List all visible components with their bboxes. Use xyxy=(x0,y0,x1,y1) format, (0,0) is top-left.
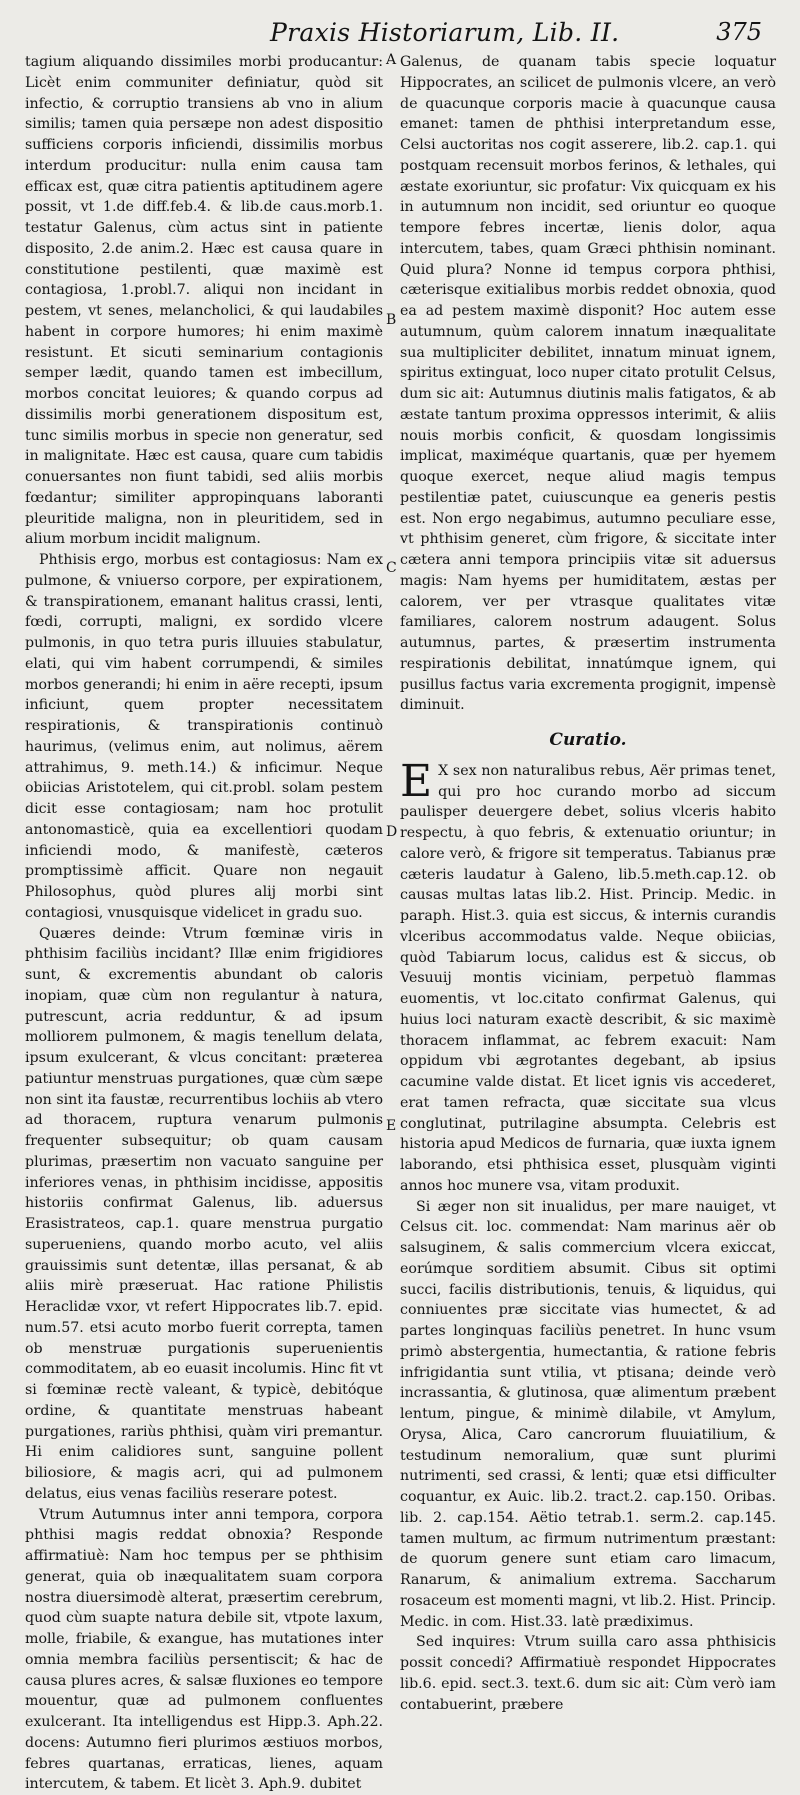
margin-letter-c: C xyxy=(386,560,397,576)
drop-cap: E xyxy=(400,763,432,801)
left-paragraph-4: Vtrum Autumnus inter anni tempora, corpora phthisi magis reddat obnoxia? Responde affirmatiuè: Nam hoc tempus per se phthisim generat, quia ob inæqualitatem suam corpora nostra diuersimodè alterat, præsertim cerebrum, quod cùm suapte natura debile sit, vtpote laxum, molle, friabile, & exangue, has mutationes inter omnia membra faciliùs persentiscit; & hac de causa plures acres, & salsæ fluxiones eo tempore mouentur, quæ ad pulmonem confluentes exulcerant. Ita intelligendus est Hipp.3. Aph.22. docens: Autumno fieri plurimos æstiuos morbos, febres quartanas, erraticas, lienes, aquam intercutem, & tabem. Et licèt 3. Aph.9. dubitet xyxy=(25,1505,383,1795)
page-number: 375 xyxy=(716,18,762,46)
left-column xyxy=(25,52,383,1795)
right-paragraph-2-text: X sex non naturalibus rebus, Aër primas tenet, qui pro hoc curando morbo ad siccum paulisper deuergere debet, solius vlceris habito respectu, à quo febris, & extenuatio oriuntur; in calore verò, & frigore sit temperatus. Tabianus præ cæteris laudatur à Galeno, lib.5.meth.cap.12. ob causas multas latas lib.2. Hist. Princip. Medic. in paraph. Hist.3. quia est siccus, & internis curandis vlceribus accommodatus valde. Neque obiicias, quòd Tabiarum locus, calidus est & siccus, ob Vesuuij montis viciniam, perpetuò flammas euomentis, vt loc.citato confirmat Galenus, qui huius loci naturam exactè describit, & sic maximè thoracem inflammat, ac febrem exacuit: Nam oppidum vbi ægrotantes degebant, ab ipsius cacumine valde distat. Et licet ignis vis accederet, erat tamen refracta, quæ siccitate sua vlcus conglutinat, putrilagine absumpta. Celebris est historia apud Medicos de furnaria, quæ iuxta ignem laborando, etsi phthisica esset, plusquàm viginti annos hoc munere vsa, vitam produxit. xyxy=(400,763,776,1194)
margin-letter-a: A xyxy=(386,52,396,68)
right-paragraph-2 xyxy=(400,761,776,1197)
left-paragraph-2: Phthisis ergo, morbus est contagiosus: Nam ex pulmone, & vniuerso corpore, per expirationem, & transpirationem, emanant halitus crassi, lenti, fœdi, corrupti, maligni, ex sordido vlcere pulmonis, in quo tetra puris illuuies stabulatur, elati, qui vim habent corrumpendi, & similes morbos generandi; hi enim in aëre recepti, ipsum inficiunt, quem propter necessitatem respirationis, & transpirationis continuò haurimus, (velimus enim, aut nolimus, aërem attrahimus, 9. meth.14.) & inficimur. Neque obiicias Aristotelem, qui cit.probl. solam pestem dicit esse contagiosam; nam hoc protulit antonomasticè, quia ea excellentiori quodam inficiendi modo, & manifestè, cæteros promptissimè afficit. Quare non negauit Philosophus, quòd plures alij morbi sint contagiosi, vnusquisque videlicet in gradu suo. xyxy=(25,550,383,924)
right-paragraph-3: Si æger non sit inualidus, per mare nauiget, vt Celsus cit. loc. commendat: Nam marinus aër ob salsuginem, & salis commercium vlcera exiccat, eorúmque sorditiem absumit. Cibus sit optimi succi, facilis distributionis, tenuis, & liquidus, qui conniuentes præ siccitate vias humectet, & ad partes longinquas faciliùs penetret. In hunc vsum primò abstergentia, humectantia, & ratione febris infrigidantia sunt vtilia, vt ptisana; deinde verò incrassantia, & glutinosa, quæ alimentum præbent lentum, pingue, & minimè dilabile, vt Amylum, Orysa, Alica, Caro cancrorum fluuiatilium, & testudinum nemoralium, quæ sunt plurimi nutrimenti, sed crassi, & lenti; quæ etsi difficulter coquantur, ex Auic. lib.2. tract.2. cap.150. Oribas. lib. 2. cap.154. Aëtio tetrab.1. serm.2. cap.145. tamen multum, ac firmum nutrimentum præstant: de quorum genere sunt etiam caro limacum, Ranarum, & animalium extrema. Saccharum rosaceum est momenti magni, vt lib.2. Hist. Princip. Medic. in com. Hist.33. latè prædiximus. xyxy=(400,1197,776,1633)
margin-letter-e: E xyxy=(386,1118,396,1134)
right-paragraph-1: Galenus, de quanam tabis specie loquatur Hippocrates, an scilicet de pulmonis vlcere, an verò de quacunque corporis macie à quacunque causa emanet: tamen de phthisi interpretandum esse, Celsi auctoritas nos cogit asserere, lib.2. cap.1. qui postquam recensuit morbos ferinos, & lethales, qui æstate exoriuntur, sic profatur: Vix quicquam ex his in autumnum non incidit, sed oriuntur eo quoque tempore febres incertæ, lienis dolor, aqua intercutem, tabes, quam Græci phthisin nominant. Quid plura? Nonne id tempus corpora phthisi, cæterisque exitialibus morbis reddet obnoxia, quod ea ad pestem maximè disponit? Hoc autem esse autumnum, quùm calorem innatum inæqualitate sua multipliciter debilitet, innatum minuat ignem, spiritus extinguat, loco nuper citato protulit Celsus, dum sic ait: Autumnus diutinis malis fatigatos, & ab æstate tantum proxima oppressos interimit, & aliis nouis morbis conficit, & quosdam longissimis implicat, maximéque quartanis, quæ per hyemem quoque exercet, neque aliud magis tempus pestilentiæ patet, cuiuscunque ea generis pestis est. Non ergo negabimus, autumno peculiare esse, vt phthisim generet, cùm frigore, & siccitate inter cætera anni tempora principiis vitæ sit aduersus magis: Nam hyems per humiditatem, æstas per calorem, ver per vtrasque qualitates vitæ familiares, calorem nostrum adaugent. Solus autumnus, partes, & præsertim instrumenta respirationis debilitat, innatúmque ignem, qui pusillus factus varia excrementa progignit, impensè diminuit. xyxy=(400,52,776,716)
margin-letter-d: D xyxy=(386,824,397,840)
left-paragraph-1: tagium aliquando dissimiles morbi producantur: Licèt enim communiter definiatur, quòd sit infectio, & corruptio transiens ab vno in alium similis; tamen quia persæpe non adest dispositio sufficiens corporis inficiendi, dissimilis morbus interdum producitur: nulla enim causa tam efficax est, quæ citra patientis aptitudinem agere possit, vt 1.de diff.feb.4. & lib.de caus.morb.1. testatur Galenus, cùm actus sint in patiente disposito, 2.de anim.2. Hæc est causa quare in constitutione pestilenti, quæ maximè est contagiosa, 1.probl.7. aliqui non incidant in pestem, vt senes, melancholici, & qui laudabiles habent in corpore humores; hi enim maximè resistunt. Et sicuti seminarium contagionis semper lædit, quando tamen est imbecillum, morbos concitat leuiores; & quando corpus ad dissimilis morbi generationem dispositum est, tunc similis morbus in specie non generatur, sed in malignitate. Hæc est causa, quare cum tabidis conuersantes non fiunt tabidi, sed aliis morbis fœdantur; similiter appropinquans laboranti pleuritide maligna, non in pleuritidem, sed in alium morbum incidit malignum. xyxy=(25,52,383,550)
left-paragraph-3: Quæres deinde: Vtrum fœminæ viris in phthisim faciliùs incidant? Illæ enim frigidiores sunt, & excrementis abundant ob caloris inopiam, quæ cùm non regulantur à natura, putrescunt, acria redduntur, & ad ipsum molliorem pulmonem, & magis tenellum delata, ipsum exulcerant, & vlcus concitant: præterea patiuntur menstruas purgationes, quæ cùm sæpe non sint ita faustæ, recurrentibus lochiis ab vtero ad thoracem, ruptura venarum pulmonis frequenter subsequitur; ob quam causam plurimas, præsertim non vacuato sanguine per inferiores venas, in phthisim incidisse, appositis historiis confirmat Galenus, lib. aduersus Erasistrateos, cap.1. quare menstrua purgatio superueniens, quando morbo acuto, vel aliis grauissimis sunt detentæ, illas persanat, & ab aliis mirè præseruat. Hac ratione Philistis Heraclidæ vxor, vt refert Hippocrates lib.7. epid. num.57. etsi acuto morbo fuerit correpta, tamen ob menstruæ purgationis superuenientis commoditatem, ab eo euasit incolumis. Hinc fit vt si fœminæ rectè valeant, & typicè, debitóque ordine, & quantitate menstruas habeant purgationes, rariùs phthisi, quàm viri premantur. Hi enim calidiores sunt, sanguine pollent biliosiore, & magis acri, qui ad pulmonem delatus, eius venas faciliùs reserare potest. xyxy=(25,924,383,1505)
margin-letter-b: B xyxy=(386,312,396,328)
right-paragraph-4: Sed inquires: Vtrum suilla caro assa phthisicis possit concedi? Affirmatiuè respondet Hippocrates lib.6. epid. sect.3. text.6. dum sic ait: Cùm verò iam contabuerint, præbere xyxy=(400,1632,776,1715)
running-head xyxy=(0,14,800,50)
running-title: Praxis Historiarum, Lib. II. xyxy=(270,18,619,47)
right-column xyxy=(400,52,776,1715)
section-heading: Curatio. xyxy=(400,730,776,751)
